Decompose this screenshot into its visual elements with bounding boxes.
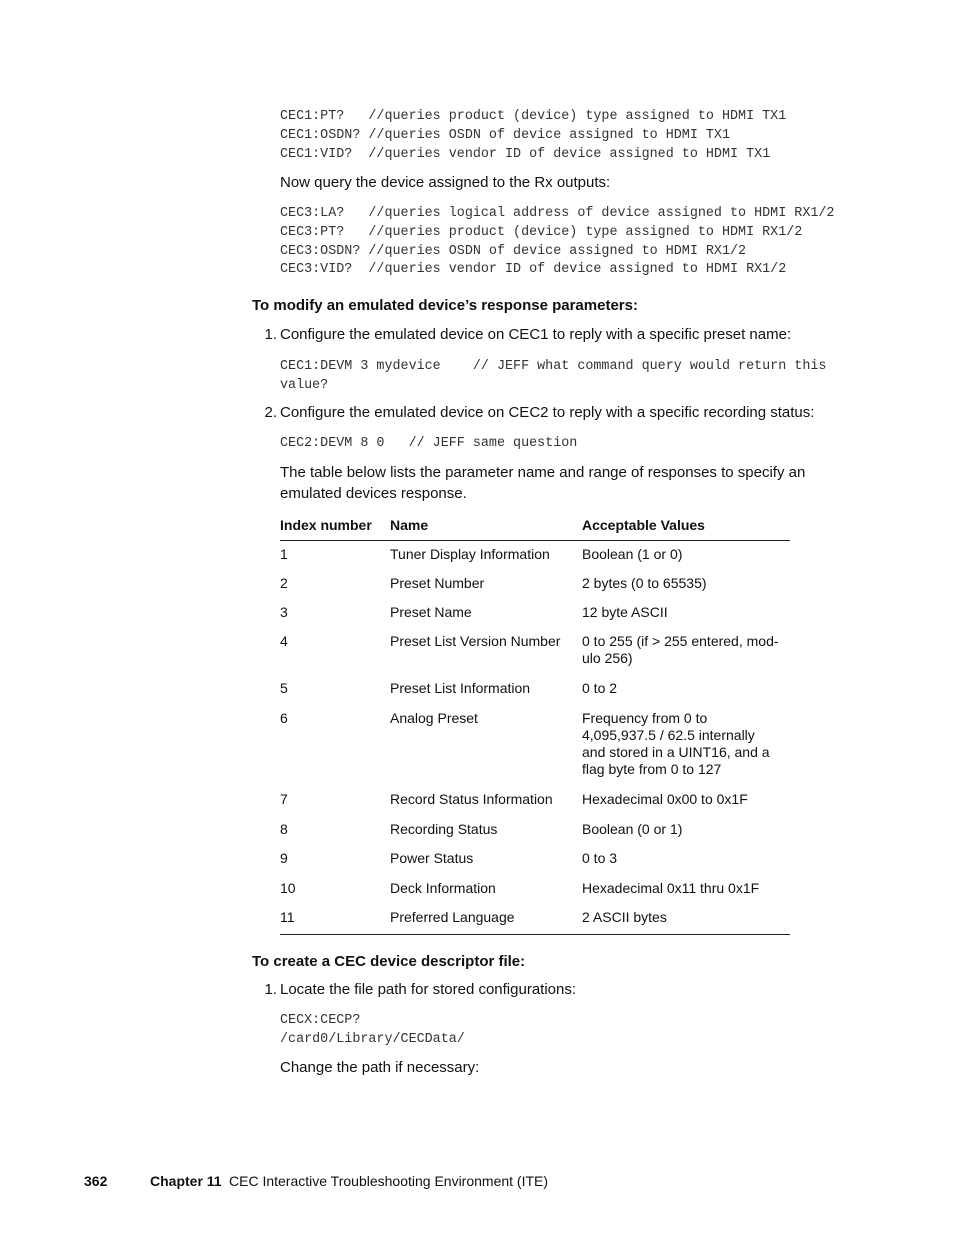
cell-values: 2 bytes (0 to 65535) [582, 575, 707, 591]
cell-values: Boolean (1 or 0) [582, 546, 683, 562]
cell-index: 7 [280, 791, 288, 807]
cell-name: Record Status Information [390, 791, 553, 807]
table-header-row [280, 514, 790, 541]
cell-name: Preset Number [390, 575, 485, 591]
cell-name: Recording Status [390, 821, 498, 837]
cell-values: 12 byte ASCII [582, 604, 668, 620]
cell-index: 11 [280, 909, 295, 925]
cell-name: Deck Information [390, 880, 496, 896]
cell-values: Boolean (0 or 1) [582, 821, 683, 837]
header-name: Name [390, 517, 429, 533]
cell-name: Preset Name [390, 604, 472, 620]
step-text: Configure the emulated device on CEC2 to reply with a specific recording status: [280, 404, 815, 421]
cell-values: Hexadecimal 0x00 to 0x1F [582, 791, 748, 807]
step-text: Configure the emulated device on CEC1 to reply with a specific preset name: [280, 326, 792, 343]
step-locate [253, 979, 576, 1000]
header-index: Index number [280, 517, 372, 533]
code-block-step2: CEC2:DEVM 8 0 // JEFF same question [280, 436, 578, 451]
cell-index: 10 [280, 880, 296, 896]
cell-index: 3 [280, 604, 288, 620]
paragraph-rx: Now query the device assigned to the Rx outputs: [280, 174, 611, 191]
parameter-table [280, 514, 790, 925]
cell-values: 0 to 3 [582, 850, 618, 866]
page-number: 362 [84, 1173, 108, 1189]
cell-name: Preset List Information [390, 680, 531, 696]
footer-chapter-title: CEC Interactive Troubleshooting Environment (ITE) [229, 1173, 549, 1189]
cell-name: Preferred Language [390, 909, 515, 925]
cell-values: Hexadecimal 0x11 thru 0x1F [582, 880, 760, 896]
cell-index: 4 [280, 633, 288, 649]
cell-values: 0 to 255 (if > 255 entered, mod- ulo 256) [582, 633, 779, 666]
step-number: 1. [264, 326, 277, 343]
cell-name: Tuner Display Information [390, 546, 550, 562]
code-block-rx: CEC3:LA? //queries logical address of device assigned to HDMI RX1/2 CEC3:PT? //queries product (device) type assigned to HDMI RX1/2 CEC3:OSDN? //queries OSDN of device assigned to HDMI RX1/2 CEC3:VID? //queries vendor ID of device assigned to HDMI RX1/2 [280, 206, 835, 278]
cell-name: Analog Preset [390, 710, 478, 726]
step-2 [253, 402, 814, 423]
code-block-tx: CEC1:PT? //queries product (device) type assigned to HDMI TX1 CEC1:OSDN? //queries OSDN of device assigned to HDMI TX1 CEC1:VID? //queries vendor ID of device assigned to HDMI TX1 [280, 109, 787, 162]
cell-index: 1 [280, 546, 288, 562]
paragraph-table-intro: The table below lists the parameter name and range of responses to specify an emulated devices response. [280, 464, 806, 502]
header-values: Acceptable Values [582, 517, 705, 533]
code-block-step1: CEC1:DEVM 3 mydevice // JEFF what command query would return this value? [280, 359, 827, 393]
footer-chapter: Chapter 11 [150, 1173, 222, 1189]
step-number: 1. [264, 981, 277, 998]
cell-values: 2 ASCII bytes [582, 909, 667, 925]
paragraph-change-path: Change the path if necessary: [280, 1059, 480, 1076]
step-text: Locate the file path for stored configurations: [280, 981, 577, 998]
step-1 [253, 324, 791, 345]
cell-values: Frequency from 0 to 4,095,937.5 / 62.5 internally and stored in a UINT16, and a flag byte from 0 to 127 [582, 710, 770, 777]
cell-index: 8 [280, 821, 288, 837]
cell-index: 9 [280, 850, 288, 866]
cell-index: 6 [280, 710, 288, 726]
cell-name: Preset List Version Number [390, 633, 561, 649]
cell-name: Power Status [390, 850, 474, 866]
heading-create: To create a CEC device descriptor file: [252, 953, 526, 970]
cell-index: 2 [280, 575, 288, 591]
code-block-locate: CECX:CECP? /card0/Library/CECData/ [280, 1013, 465, 1047]
heading-modify: To modify an emulated device’s response parameters: [252, 297, 638, 314]
step-number: 2. [264, 404, 277, 421]
table-bottom-rule [280, 934, 790, 935]
cell-values: 0 to 2 [582, 680, 618, 696]
cell-index: 5 [280, 680, 288, 696]
